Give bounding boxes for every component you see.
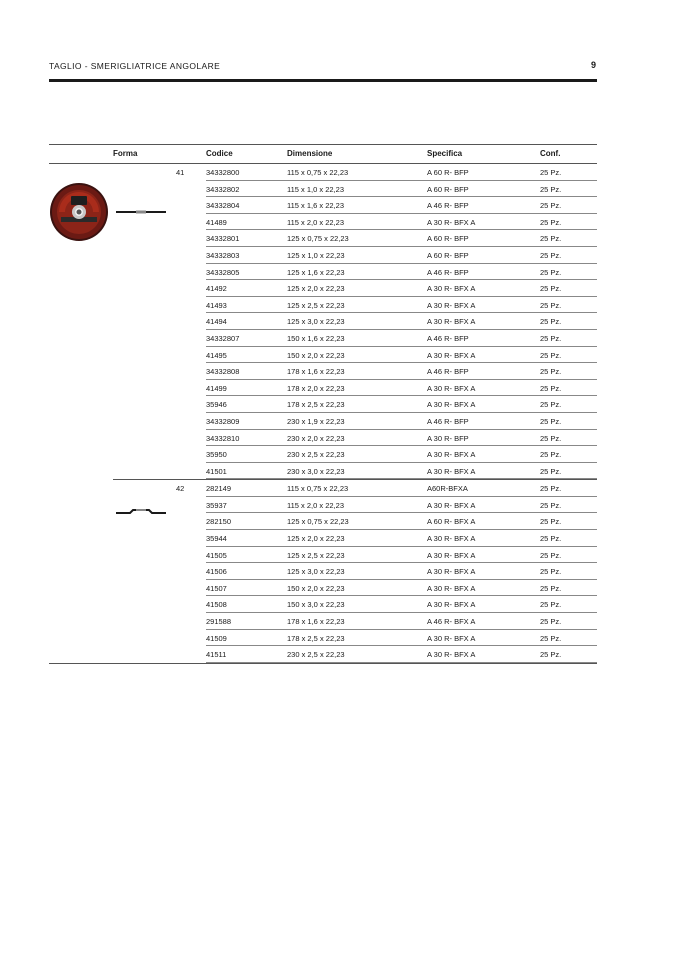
product-code: 34332804 [206,201,240,211]
product-specification: A 46 R- BFX A [427,617,476,627]
product-specification: A 30 R- BFX A [427,650,476,660]
column-header-specifica: Specifica [427,149,463,158]
product-specification: A 46 R- BFP [427,333,469,343]
column-header-conf: Conf. [540,149,561,158]
product-code: 41509 [206,633,227,643]
package-quantity: 25 Pz. [540,367,562,377]
product-dimension: 125 x 3,0 x 22,23 [287,317,345,327]
table-row [206,363,597,380]
package-quantity: 25 Pz. [540,550,562,560]
product-dimension: 125 x 0,75 x 22,23 [287,517,349,527]
product-specification: A 30 R- BFX A [427,217,476,227]
package-quantity: 25 Pz. [540,300,562,310]
table-row [206,530,597,547]
product-code: 282150 [206,517,232,527]
package-quantity: 25 Pz. [540,383,562,393]
product-specification: A 46 R- BFP [427,201,469,211]
product-table [49,144,597,664]
product-specification: A 30 R- BFX A [427,466,476,476]
table-row [206,446,597,463]
table-row [206,347,597,364]
table-row [206,330,597,347]
product-code: 41494 [206,317,227,327]
package-quantity: 25 Pz. [540,317,562,327]
table-row [206,630,597,647]
product-specification: A 60 R- BFP [427,184,469,194]
package-quantity: 25 Pz. [540,517,562,527]
product-code: 282149 [206,484,232,494]
product-dimension: 125 x 2,5 x 22,23 [287,300,345,310]
package-quantity: 25 Pz. [540,234,562,244]
product-dimension: 125 x 1,6 x 22,23 [287,267,345,277]
table-row [206,280,597,297]
product-specification: A 46 R- BFP [427,267,469,277]
product-specification: A 60 R- BFP [427,168,469,177]
product-dimension: 178 x 1,6 x 22,23 [287,367,345,377]
product-specification: A 30 R- BFX A [427,284,476,294]
product-specification: A 30 R- BFX A [427,350,476,360]
product-code: 34332809 [206,416,240,426]
product-dimension: 150 x 2,0 x 22,23 [287,350,345,360]
table-row [206,380,597,397]
product-code: 34332801 [206,234,240,244]
product-code: 41492 [206,284,227,294]
product-dimension: 125 x 2,0 x 22,23 [287,534,345,544]
product-dimension: 115 x 0,75 x 22,23 [287,484,349,494]
product-dimension: 150 x 1,6 x 22,23 [287,333,345,343]
product-dimension: 115 x 2,0 x 22,23 [287,217,344,227]
table-body [49,164,597,663]
page-number: 9 [590,60,596,70]
table-row [206,480,597,497]
product-specification: A 30 R- BFX A [427,600,476,610]
table-row [206,596,597,613]
product-specification: A 30 R- BFX A [427,583,476,593]
product-specification: A 30 R- BFX A [427,534,476,544]
product-specification: A60R-BFXA [427,484,468,494]
table-header [49,144,597,164]
product-specification: A 60 R- BFP [427,234,469,244]
column-header-codice: Codice [206,149,233,158]
product-code: 34332805 [206,267,240,277]
table-row [206,613,597,630]
product-code: 41493 [206,300,227,310]
package-quantity: 25 Pz. [540,433,562,443]
package-quantity: 25 Pz. [540,450,562,460]
product-dimension: 115 x 1,0 x 22,23 [287,184,344,194]
product-dimension: 230 x 3,0 x 22,23 [287,466,345,476]
product-dimension: 178 x 2,5 x 22,23 [287,633,345,643]
table-row [206,247,597,264]
product-dimension: 125 x 2,5 x 22,23 [287,550,345,560]
column-header-dimensione: Dimensione [287,149,333,158]
table-row [206,497,597,514]
column-header-forma: Forma [113,149,138,158]
header-divider [49,79,597,82]
package-quantity: 25 Pz. [540,500,562,510]
product-specification: A 30 R- BFX A [427,300,476,310]
table-row [206,181,597,198]
table-row [206,297,597,314]
product-specification: A 30 R- BFX A [427,400,476,410]
product-dimension: 115 x 0,75 x 22,23 [287,168,349,177]
product-dimension: 230 x 2,5 x 22,23 [287,450,345,460]
package-quantity: 25 Pz. [540,201,562,211]
forma-number: 42 [176,484,185,494]
product-dimension: 125 x 2,0 x 22,23 [287,284,345,294]
table-row [206,547,597,564]
product-group-1 [49,480,597,663]
forma-number: 41 [176,168,185,177]
table-row [206,230,597,247]
product-code: 41508 [206,600,227,610]
product-dimension: 178 x 2,0 x 22,23 [287,383,345,393]
package-quantity: 25 Pz. [540,333,562,343]
depressed-center-disc-profile-icon [116,507,166,517]
product-specification: A 46 R- BFP [427,367,469,377]
product-dimension: 125 x 0,75 x 22,23 [287,234,349,244]
table-row [206,580,597,597]
product-code: 35950 [206,450,227,460]
product-code: 41511 [206,650,227,660]
product-specification: A 30 R- BFX A [427,567,476,577]
package-quantity: 25 Pz. [540,466,562,476]
product-dimension: 178 x 1,6 x 22,23 [287,617,345,627]
product-code: 34332810 [206,433,240,443]
product-specification: A 60 R- BFX A [427,517,476,527]
table-row [206,164,597,181]
package-quantity: 25 Pz. [540,583,562,593]
product-code: 291588 [206,617,232,627]
package-quantity: 25 Pz. [540,567,562,577]
product-code: 35944 [206,534,227,544]
package-quantity: 25 Pz. [540,267,562,277]
package-quantity: 25 Pz. [540,250,562,260]
product-code: 35937 [206,500,227,510]
package-quantity: 25 Pz. [540,617,562,627]
product-code: 34332803 [206,250,240,260]
product-specification: A 30 R- BFX A [427,450,476,460]
product-code: 34332807 [206,333,240,343]
product-specification: A 30 R- BFX A [427,317,476,327]
product-dimension: 115 x 2,0 x 22,23 [287,500,344,510]
table-row [206,563,597,580]
product-dimension: 115 x 1,6 x 22,23 [287,201,344,211]
product-group-0 [49,164,597,479]
package-quantity: 25 Pz. [540,284,562,294]
package-quantity: 25 Pz. [540,534,562,544]
table-row [206,313,597,330]
product-specification: A 46 R- BFP [427,416,469,426]
table-row [206,413,597,430]
table-row [206,396,597,413]
product-dimension: 230 x 2,5 x 22,23 [287,650,345,660]
cutting-disc-image [49,182,109,242]
table-bottom-rule [49,663,597,664]
table-row [206,264,597,281]
product-specification: A 30 R- BFP [427,433,469,443]
package-quantity: 25 Pz. [540,184,562,194]
page-header-title: TAGLIO - SMERIGLIATRICE ANGOLARE [49,61,221,71]
table-row [206,430,597,447]
product-code: 41501 [206,466,227,476]
table-row [206,214,597,231]
flat-disc-profile-icon [116,209,166,215]
package-quantity: 25 Pz. [540,484,562,494]
product-specification: A 60 R- BFP [427,250,469,260]
product-dimension: 125 x 1,0 x 22,23 [287,250,345,260]
package-quantity: 25 Pz. [540,600,562,610]
product-specification: A 30 R- BFX A [427,550,476,560]
table-row [206,646,597,663]
product-code: 41489 [206,217,227,227]
product-code: 35946 [206,400,227,410]
product-code: 41506 [206,567,227,577]
product-code: 34332802 [206,184,240,194]
package-quantity: 25 Pz. [540,217,562,227]
product-code: 41505 [206,550,227,560]
product-dimension: 230 x 2,0 x 22,23 [287,433,345,443]
product-dimension: 150 x 3,0 x 22,23 [287,600,345,610]
product-code: 34332800 [206,168,240,177]
package-quantity: 25 Pz. [540,350,562,360]
table-row [206,197,597,214]
table-row [206,463,597,480]
package-quantity: 25 Pz. [540,416,562,426]
product-specification: A 30 R- BFX A [427,383,476,393]
package-quantity: 25 Pz. [540,650,562,660]
product-code: 41495 [206,350,227,360]
package-quantity: 25 Pz. [540,633,562,643]
package-quantity: 25 Pz. [540,168,562,177]
package-quantity: 25 Pz. [540,400,562,410]
product-dimension: 230 x 1,9 x 22,23 [287,416,345,426]
product-dimension: 178 x 2,5 x 22,23 [287,400,345,410]
table-row [206,513,597,530]
product-code: 41507 [206,583,227,593]
product-specification: A 30 R- BFX A [427,500,476,510]
product-specification: A 30 R- BFX A [427,633,476,643]
product-dimension: 150 x 2,0 x 22,23 [287,583,345,593]
product-code: 41499 [206,383,227,393]
product-dimension: 125 x 3,0 x 22,23 [287,567,345,577]
product-code: 34332808 [206,367,240,377]
